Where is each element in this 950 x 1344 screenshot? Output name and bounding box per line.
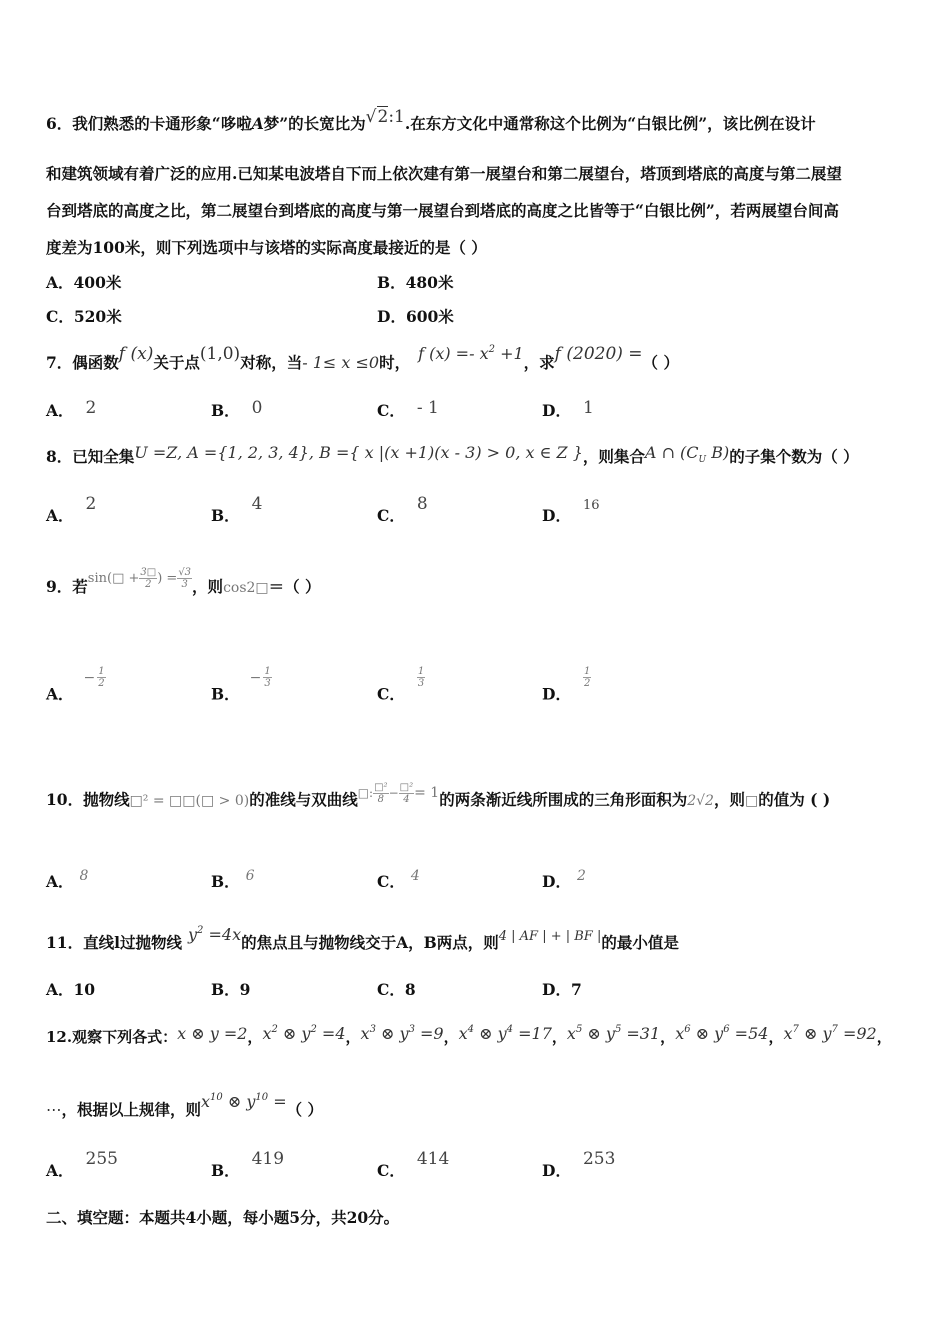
q9-option-a: A．− $\frac{1}{2}$: [46, 666, 105, 704]
q10-hyperbola: □: □² 8 − □² 4 = 1: [357, 782, 440, 805]
q11-stem: 11．直线l过抛物线 $y^2 =4x$的焦点且与抛物线交于A，B两点，则$^{4 | AF | + | BF |}$的最小值是: [46, 925, 679, 952]
q11-expression: 4 | AF | + | BF |: [498, 929, 602, 944]
q10-stem: 10．抛物线□² = □□(□ > 0)的准线与双曲线$^{□: \frac{\text{□²}}{8} - \frac{\text{□²}}{4} = 1}$的两条渐近线所围成的三角形面积为2√2，则□的值为 ( ): [46, 782, 831, 809]
q8-set-expr: A ∩ ($C_U$ B): [644, 443, 730, 466]
q12-ellipsis: ⋯: [46, 1101, 62, 1119]
q12-eq7: $x^7$ ⊗ $y^7 =92$: [783, 1024, 877, 1043]
q9-option-b: B．− $\frac{1}{3}$: [211, 666, 271, 704]
q6-text-b: 梦”的长宽比为: [263, 114, 366, 133]
q10-p: □: [744, 793, 759, 809]
q9-cos2: cos2□: [223, 580, 269, 596]
q12-option-c: C．414: [377, 1149, 450, 1180]
q7-option-c: C． - 1: [377, 398, 439, 420]
q9-option-c: C． $\frac{1}{3}$: [377, 666, 425, 704]
q12-question-expr: $x^{10}$ ⊗ $y^{10}$ =: [201, 1092, 287, 1111]
q12-eq3: $x^3$ ⊗ $y^3 =9$: [360, 1024, 444, 1043]
q10-area: 2√2: [687, 793, 714, 809]
q7-option-d: D． 1: [542, 398, 594, 420]
q12-eq1: x ⊗ y =2: [177, 1024, 248, 1043]
q6-line4: 度差为100米，则下列选项中与该塔的实际高度最接近的是（ ）: [46, 238, 487, 257]
q6-option-c: C．520米: [46, 307, 122, 326]
q7-stem: 7．偶函数f (x)关于点(1,0)对称，当- 1≤ x ≤0时， f $(x) =- x^2 +1$，求f (2020) =（ ）: [46, 344, 679, 372]
q7-condition: - 1≤ x ≤0: [302, 353, 380, 372]
q12-eq4: $x^4$ ⊗ $y^4 =17$: [458, 1024, 552, 1043]
q12-option-b: B．419: [211, 1149, 285, 1180]
q10-option-b: B． 6: [211, 868, 255, 891]
q6-text-a: 6．我们熟悉的卡通形象“哆啦: [46, 114, 252, 133]
q9-option-d: D． $\frac{1}{2}$: [542, 666, 591, 704]
q7-fx: f (x): [118, 344, 154, 364]
q11-option-a: A．10: [46, 980, 96, 999]
q6-line2: 和建筑领域有着广泛的应用.已知某电波塔自下而上依次建有第一展望台和第二展望台，塔顶到塔底的高度与第二展望: [46, 164, 842, 183]
q12-option-a: A．255: [46, 1149, 118, 1180]
q10-parabola: □² = □□(□ > 0): [129, 793, 250, 809]
q12-eq6: $x^6$ ⊗ $y^6 =54$: [675, 1024, 769, 1043]
section-2-heading: 二、填空题：本题共4小题，每小题5分，共20分。: [46, 1208, 400, 1227]
q12-line2: ⋯，根据以上规律，则$x^{10}$ ⊗ $y^{10}$ =（ ）: [46, 1092, 324, 1119]
q12-eq2: $x^2$ ⊗ $y^2 =4$: [262, 1024, 346, 1043]
q12-eq5: $x^5$ ⊗ $y^5 =31$: [566, 1024, 661, 1043]
q6-option-b: B．480米: [377, 273, 454, 292]
q7-option-b: B． 0: [211, 398, 263, 420]
q7-f2020: f (2020) =: [554, 344, 643, 364]
q10-option-a: A． 8: [46, 868, 89, 891]
q8-option-b: B．4: [211, 494, 263, 525]
q12-stem: 12.观察下列各式：x ⊗ y =2，$x^2$ ⊗ $y^2 =4$，$x^3$ ⊗ $y^3 =9$，$x^4$ ⊗ $y^4 =17$，$x^5$ ⊗ $y^5 =31$，$x^6$ ⊗ $y^6 =54$，$x^7$ ⊗ $y^7 =92$，: [46, 1024, 892, 1046]
q6-text-A: A: [251, 114, 264, 133]
q6-option-d: D．600米: [377, 307, 454, 326]
q7-option-a: A． 2: [46, 398, 97, 420]
q8-stem: 8．已知全集U =Z, A ={1, 2, 3, 4}, B ={ x |(x +1)(x - 3) > 0, x ∈ Z }，则集合A ∩ ($C_U$ B)的子集个数为（ ）: [46, 443, 859, 466]
q8-set-u-a: U =Z, A ={1, 2, 3, 4}: [134, 443, 309, 462]
q6-ratio: √2:1: [365, 107, 405, 127]
q6-line1: [46, 107, 816, 134]
q12-option-d: D．253: [542, 1149, 616, 1180]
q6-option-a: A．400米: [46, 273, 122, 292]
q11-option-b: B．9: [211, 980, 251, 999]
q7-point: (1,0): [199, 344, 241, 364]
q8-option-a: A．2: [46, 494, 97, 525]
q9-stem: 9．若$^{sin(□ + \frac{3□}{2} ) = \frac{√3}{3}}$ ，则cos2□＝（ ）: [46, 567, 321, 596]
q8-option-c: C．8: [377, 494, 428, 525]
q11-option-d: D．7: [542, 980, 582, 999]
q11-parabola: $y^2 =4x$: [187, 925, 242, 944]
q10-option-d: D． 2: [542, 868, 586, 891]
q8-set-b: , B ={ x |(x +1)(x - 3) > 0, x ∈ Z }: [308, 443, 583, 462]
q11-option-c: C．8: [377, 980, 416, 999]
q10-option-c: C． 4: [377, 868, 420, 891]
q8-option-d: D．$^{16}$: [542, 498, 600, 525]
q9-condition: sin(□ + 3□ 2 ) = √3 3: [87, 567, 192, 590]
q7-fx-def: f $(x) =- x^2 +1$: [418, 344, 524, 363]
q6-text-c: .在东方文化中通常称这个比例为“白银比例”，该比例在设计: [404, 114, 816, 133]
q6-line3: 台到塔底的高度之比，第二展望台到塔底的高度与第一展望台到塔底的高度之比皆等于“白银比例”，若两展望台间高: [46, 201, 839, 220]
